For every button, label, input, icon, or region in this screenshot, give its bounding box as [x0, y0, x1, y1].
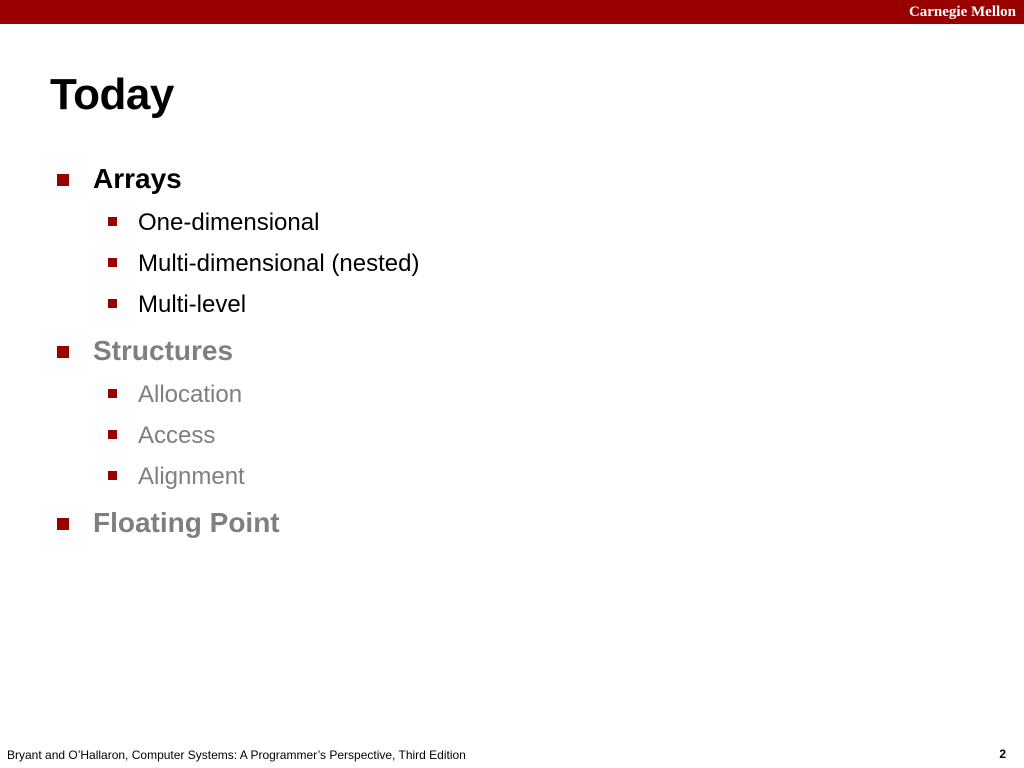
outline-subitem-label: Multi-dimensional (nested): [138, 250, 420, 277]
outline-item-label: Floating Point: [93, 507, 280, 538]
square-bullet-icon: [57, 174, 69, 186]
outline-subitem-label: Multi-level: [138, 291, 247, 318]
outline-subitem-label: Access: [138, 422, 216, 449]
square-bullet-icon: [108, 258, 117, 267]
square-bullet-icon: [108, 217, 117, 226]
slide-title: Today: [50, 70, 174, 119]
brand-label: Carnegie Mellon: [908, 4, 1016, 20]
square-bullet-icon: [57, 518, 69, 530]
square-bullet-icon: [108, 471, 117, 480]
outline-subitem-label: Alignment: [138, 463, 245, 490]
footer-citation: Bryant and O’Hallaron, Computer Systems: A Programmer’s Perspective, Third Edition: [7, 748, 466, 762]
outline-item-label: Structures: [93, 335, 234, 366]
square-bullet-icon: [108, 389, 117, 398]
outline-subitem-label: Allocation: [138, 381, 243, 408]
square-bullet-icon: [108, 299, 117, 308]
outline-item-label: Arrays: [93, 163, 182, 194]
outline-subitem-label: One-dimensional: [138, 209, 320, 236]
square-bullet-icon: [108, 430, 117, 439]
square-bullet-icon: [57, 346, 69, 358]
page-number: 2: [999, 747, 1006, 761]
